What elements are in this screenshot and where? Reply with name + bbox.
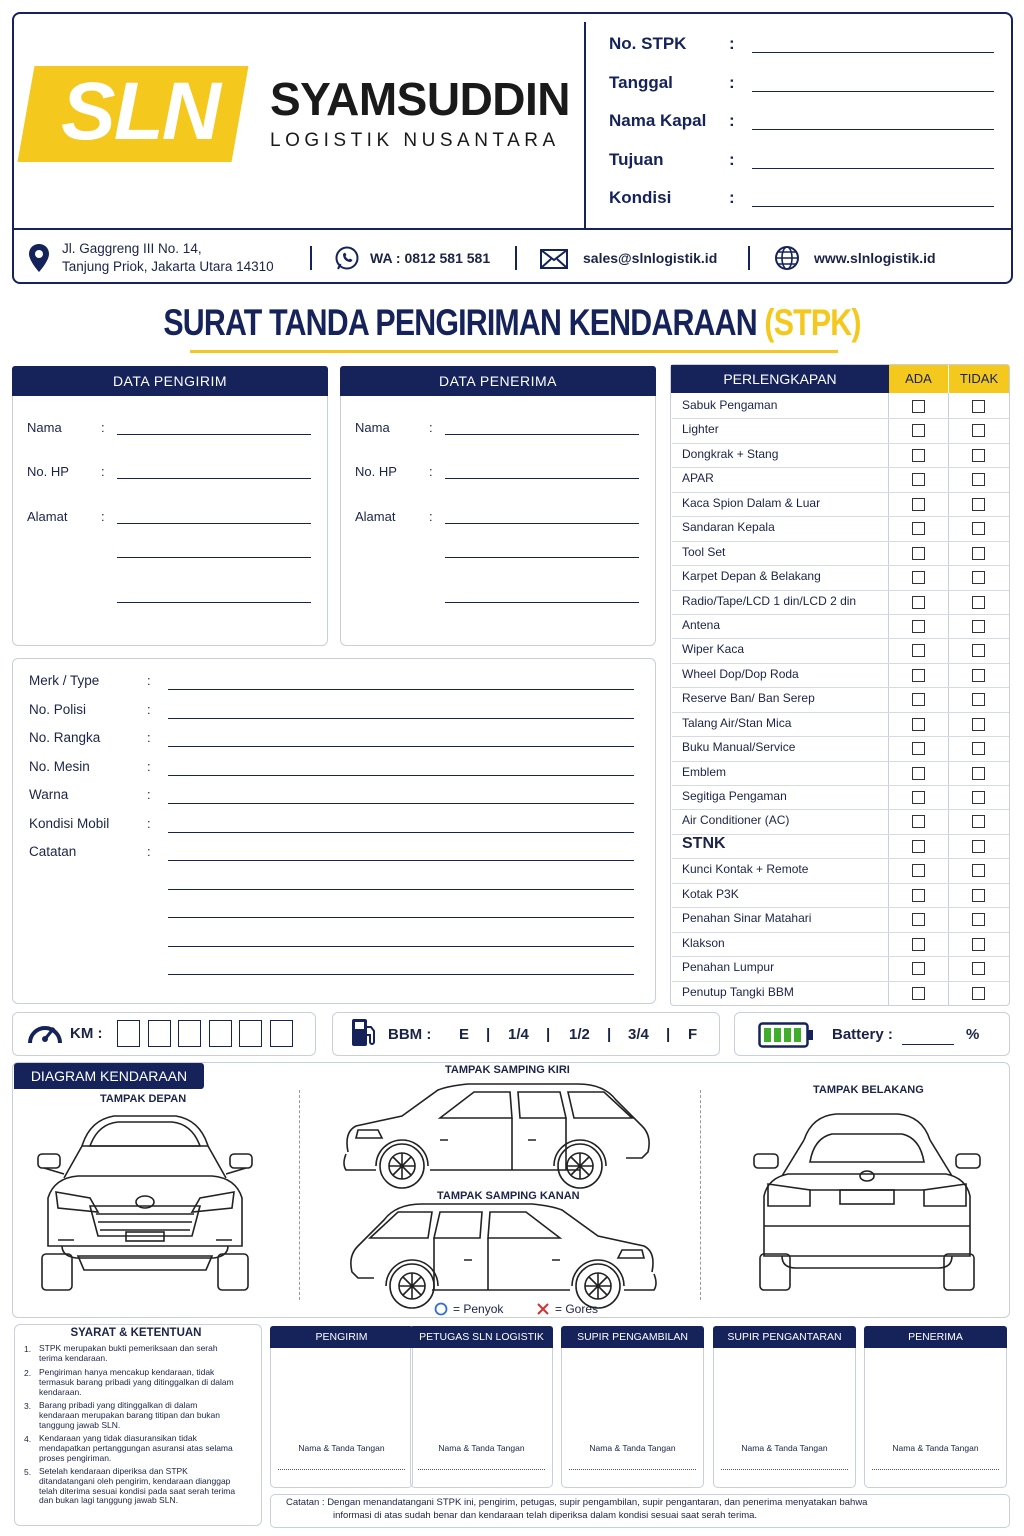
signature-caption: Nama & Tanda Tangan <box>298 1443 385 1453</box>
header-field-colon: : <box>729 111 735 130</box>
bbm-level-option[interactable]: 3/4 <box>628 1026 649 1043</box>
vehicle-field-colon: : <box>147 815 151 831</box>
perlengkapan-row-divider <box>672 467 1009 468</box>
car-front-view[interactable] <box>34 1106 256 1292</box>
left-view-label: TAMPAK SAMPING KIRI <box>445 1064 570 1076</box>
vehicle-field-colon: : <box>147 758 151 774</box>
location-pin-icon <box>28 243 50 273</box>
signature-title: PENGIRIM <box>270 1326 413 1348</box>
ada-checkbox[interactable] <box>912 571 925 584</box>
header-divider <box>584 22 586 228</box>
perlengkapan-row-divider <box>672 883 1009 884</box>
header-field-label: Tujuan <box>609 149 664 169</box>
vehicle-field-input[interactable] <box>168 803 634 804</box>
ada-checkbox[interactable] <box>912 693 925 706</box>
perlengkapan-col-ada: ADA <box>889 365 948 393</box>
signature-box[interactable] <box>713 1326 856 1488</box>
terms-item-number: 1. <box>24 1344 32 1354</box>
penerima-field-colon: : <box>429 509 433 524</box>
perlengkapan-col-divider <box>888 393 889 1005</box>
perlengkapan-row-divider <box>672 614 1009 615</box>
battery-label: Battery : <box>832 1026 893 1043</box>
dent-legend-icon <box>434 1302 448 1316</box>
tidak-checkbox[interactable] <box>972 913 985 926</box>
contact-separator <box>748 246 750 270</box>
vehicle-field-input[interactable] <box>168 832 634 833</box>
mail-icon <box>540 249 568 269</box>
header-field-label: Kondisi <box>609 188 672 207</box>
terms-item-number: 2. <box>24 1368 32 1378</box>
company-logo-text: SLN <box>61 66 219 157</box>
pengirim-field-colon: : <box>101 464 105 479</box>
title-underline <box>190 350 838 353</box>
battery-unit: % <box>966 1026 980 1043</box>
perlengkapan-item-label: Penahan Lumpur <box>682 960 775 975</box>
signature-title: SUPIR PENGANTARAN <box>713 1326 856 1348</box>
tidak-checkbox[interactable] <box>972 596 985 609</box>
signature-line[interactable] <box>872 1469 999 1470</box>
website-url[interactable]: www.slnlogistik.id <box>814 250 936 266</box>
bbm-level-option[interactable]: E <box>459 1026 470 1043</box>
tidak-checkbox[interactable] <box>972 791 985 804</box>
terms-item-text: Setelah kendaraan diperiksa dan STPK ditandatangani oleh pengirim, kendaraan dianggap telah diterima sesuai kondisi pada saat serah terima dan bukan lagi tanggung jawab SLN. <box>39 1466 236 1506</box>
ada-checkbox[interactable] <box>912 522 925 535</box>
header-field-label: Nama Kapal <box>609 111 707 130</box>
ada-checkbox[interactable] <box>912 400 925 413</box>
contact-separator <box>310 246 312 270</box>
signature-caption: Nama & Tanda Tangan <box>438 1443 525 1453</box>
dent-legend-label: = Penyok <box>453 1302 504 1316</box>
catatan-extra-line[interactable] <box>168 974 634 975</box>
perlengkapan-item-label: Radio/Tape/LCD 1 din/LCD 2 din <box>682 593 857 608</box>
diagram-divider <box>299 1090 300 1300</box>
battery-input-line[interactable] <box>902 1044 954 1045</box>
ada-checkbox[interactable] <box>912 547 925 560</box>
front-view-label: TAMPAK DEPAN <box>100 1093 187 1105</box>
company-name: SYAMSUDDIN <box>270 73 571 125</box>
bbm-separator: | <box>666 1026 671 1043</box>
ada-checkbox[interactable] <box>912 962 925 975</box>
terms-item-text: STPK merupakan bukti pemeriksaan dan serah terima kendaraan. <box>39 1343 218 1363</box>
car-right-side-view[interactable] <box>340 1202 660 1310</box>
car-rear-view[interactable] <box>752 1106 982 1292</box>
header-field-input[interactable] <box>752 206 994 207</box>
diagram-header: DIAGRAM KENDARAAN <box>14 1063 204 1089</box>
perlengkapan-item-label: Kaca Spion Dalam & Luar <box>682 495 821 510</box>
perlengkapan-item-label: STNK <box>682 834 726 852</box>
signature-box[interactable] <box>410 1326 553 1488</box>
perlengkapan-row-divider <box>672 443 1009 444</box>
header-field-label: No. STPK <box>609 34 687 53</box>
penerima-address-line[interactable] <box>445 557 639 558</box>
perlengkapan-col-tidak: TIDAK <box>948 365 1009 393</box>
perlengkapan-item-label: APAR <box>682 471 714 486</box>
perlengkapan-row-divider <box>672 712 1009 713</box>
perlengkapan-row-divider <box>672 907 1009 908</box>
header-field-input[interactable] <box>752 129 994 130</box>
pengirim-field-label: No. HP <box>27 464 69 479</box>
penerima-box <box>340 366 656 646</box>
perlengkapan-item-label: Karpet Depan & Belakang <box>682 569 821 584</box>
signature-caption: Nama & Tanda Tangan <box>892 1443 979 1453</box>
penerima-field-colon: : <box>429 420 433 435</box>
km-digit-box[interactable] <box>178 1020 201 1047</box>
perlengkapan-row-divider <box>672 761 1009 762</box>
perlengkapan-row-divider <box>672 565 1009 566</box>
vehicle-field-label: No. Rangka <box>29 730 101 745</box>
ada-checkbox[interactable] <box>912 424 925 437</box>
company-tagline: LOGISTIK NUSANTARA <box>270 130 560 151</box>
signature-caption: Nama & Tanda Tangan <box>589 1443 676 1453</box>
header-field-colon: : <box>729 188 735 207</box>
ada-checkbox[interactable] <box>912 840 925 853</box>
tidak-checkbox[interactable] <box>972 693 985 706</box>
penerima-field-input[interactable] <box>445 478 639 479</box>
pengirim-field-colon: : <box>101 420 105 435</box>
penerima-address-line[interactable] <box>445 602 639 603</box>
ada-checkbox[interactable] <box>912 889 925 902</box>
signature-box[interactable] <box>561 1326 704 1488</box>
pengirim-field-label: Alamat <box>27 509 68 524</box>
pengirim-field-colon: : <box>101 509 105 524</box>
terms-item-number: 3. <box>24 1401 32 1411</box>
terms-item-text: Pengiriman hanya mencakup kendaraan, tidak termasuk barang pribadi yang ditinggalkan di dalam kendaraan. <box>39 1367 234 1397</box>
tidak-checkbox[interactable] <box>972 571 985 584</box>
perlengkapan-item-label: Air Conditioner (AC) <box>682 813 790 828</box>
perlengkapan-row-divider <box>672 785 1009 786</box>
signature-title: PETUGAS SLN LOGISTIK <box>410 1326 553 1348</box>
vehicle-field-label: Merk / Type <box>29 673 100 688</box>
tidak-checkbox[interactable] <box>972 987 985 1000</box>
scratch-legend-icon <box>536 1302 550 1316</box>
signature-title: SUPIR PENGAMBILAN <box>561 1326 704 1348</box>
tidak-checkbox[interactable] <box>972 718 985 731</box>
tidak-checkbox[interactable] <box>972 742 985 755</box>
battery-icon <box>758 1022 814 1048</box>
header-field-input[interactable] <box>752 52 994 53</box>
ada-checkbox[interactable] <box>912 913 925 926</box>
tidak-checkbox[interactable] <box>972 889 985 902</box>
bbm-label: BBM : <box>388 1026 432 1043</box>
ada-checkbox[interactable] <box>912 987 925 1000</box>
vehicle-field-label: No. Mesin <box>29 758 90 774</box>
km-digit-box[interactable] <box>117 1020 140 1047</box>
perlengkapan-row-divider <box>672 638 1009 639</box>
perlengkapan-row-divider <box>672 858 1009 859</box>
perlengkapan-row-divider <box>672 492 1009 493</box>
ada-checkbox[interactable] <box>912 718 925 731</box>
perlengkapan-item-label: Kotak P3K <box>682 886 739 901</box>
vehicle-field-input[interactable] <box>168 746 634 747</box>
km-digit-box[interactable] <box>148 1020 171 1047</box>
vehicle-field-input[interactable] <box>168 860 634 861</box>
ada-checkbox[interactable] <box>912 473 925 486</box>
perlengkapan-row-divider <box>672 541 1009 542</box>
ada-checkbox[interactable] <box>912 864 925 877</box>
km-digit-box[interactable] <box>209 1020 232 1047</box>
header-field-colon: : <box>729 149 735 169</box>
ada-checkbox[interactable] <box>912 669 925 682</box>
vehicle-field-label: Catatan <box>29 844 77 859</box>
perlengkapan-item-label: Wiper Kaca <box>682 642 745 657</box>
perlengkapan-item-label: Wheel Dop/Dop Roda <box>682 666 799 681</box>
address-line-2: Tanjung Priok, Jakarta Utara 14310 <box>62 259 274 274</box>
ada-checkbox[interactable] <box>912 449 925 462</box>
pengirim-address-line[interactable] <box>117 602 311 603</box>
perlengkapan-item-label: Sabuk Pengaman <box>682 398 778 412</box>
perlengkapan-row-divider <box>672 981 1009 982</box>
signature-line[interactable] <box>418 1469 545 1470</box>
ada-checkbox[interactable] <box>912 938 925 951</box>
tidak-checkbox[interactable] <box>972 669 985 682</box>
perlengkapan-item-label: Lighter <box>682 422 719 437</box>
pengirim-box <box>12 366 328 646</box>
perlengkapan-row-divider <box>672 809 1009 810</box>
perlengkapan-item-label: Reserve Ban/ Ban Serep <box>682 691 815 706</box>
tidak-checkbox[interactable] <box>972 864 985 877</box>
pengirim-address-line[interactable] <box>117 557 311 558</box>
note-line-1: Catatan : Dengan menandatangani STPK ini, pengirim, petugas, supir pengambilan, supir pengantaran, dan penerima menyatakan bahwa <box>286 1497 868 1508</box>
tidak-checkbox[interactable] <box>972 473 985 486</box>
terms-item-number: 5. <box>24 1467 32 1477</box>
signature-box[interactable] <box>864 1326 1007 1488</box>
penerima-field-input[interactable] <box>445 523 639 524</box>
vehicle-field-input[interactable] <box>168 718 634 719</box>
penerima-field-label: Alamat <box>355 509 396 524</box>
speedometer-icon <box>26 1017 64 1049</box>
whatsapp-icon <box>334 245 360 271</box>
perlengkapan-item-label: Penutup Tangki BBM <box>682 984 794 999</box>
vehicle-field-colon: : <box>147 730 151 745</box>
header-field-label: Tanggal <box>609 72 673 92</box>
address-line-1: Jl. Gaggreng III No. 14, <box>62 241 202 256</box>
ada-checkbox[interactable] <box>912 767 925 780</box>
ada-checkbox[interactable] <box>912 815 925 828</box>
ada-checkbox[interactable] <box>912 791 925 804</box>
tidak-checkbox[interactable] <box>972 449 985 462</box>
terms-item-number: 4. <box>24 1434 32 1444</box>
ada-checkbox[interactable] <box>912 644 925 657</box>
catatan-extra-line[interactable] <box>168 889 634 890</box>
vehicle-field-input[interactable] <box>168 689 634 690</box>
penerima-field-label: Nama <box>355 420 390 435</box>
vehicle-field-input[interactable] <box>168 775 634 776</box>
vehicle-field-colon: : <box>147 673 151 688</box>
diagram-divider <box>700 1090 701 1300</box>
km-label: KM : <box>70 1025 103 1042</box>
vehicle-field-colon: : <box>147 787 151 802</box>
tidak-checkbox[interactable] <box>972 962 985 975</box>
penerima-field-label: No. HP <box>355 464 397 479</box>
vehicle-field-label: Warna <box>29 787 69 802</box>
vehicle-field-colon: : <box>147 844 151 859</box>
fuel-pump-icon <box>350 1017 378 1049</box>
whatsapp-number[interactable]: WA : 0812 581 581 <box>370 250 491 266</box>
catatan-extra-line[interactable] <box>168 946 634 947</box>
penerima-field-input[interactable] <box>445 434 639 435</box>
penerima-field-colon: : <box>429 464 433 479</box>
tidak-checkbox[interactable] <box>972 644 985 657</box>
penerima-header: DATA PENERIMA <box>340 366 656 396</box>
pengirim-field-label: Nama <box>27 420 62 435</box>
perlengkapan-item-label: Klakson <box>682 935 725 950</box>
km-digit-box[interactable] <box>239 1020 262 1047</box>
perlengkapan-row-divider <box>672 687 1009 688</box>
vehicle-field-label: No. Polisi <box>29 701 87 717</box>
perlengkapan-item-label: Penahan Sinar Matahari <box>682 911 812 926</box>
bbm-level-option[interactable]: 1/2 <box>569 1026 590 1043</box>
tidak-checkbox[interactable] <box>972 620 985 633</box>
tidak-checkbox[interactable] <box>972 840 985 853</box>
pengirim-field-input[interactable] <box>117 523 311 524</box>
perlengkapan-item-label: Sandaran Kepala <box>682 520 775 535</box>
tidak-checkbox[interactable] <box>972 938 985 951</box>
pengirim-field-input[interactable] <box>117 478 311 479</box>
tidak-checkbox[interactable] <box>972 767 985 780</box>
perlengkapan-item-label: Tool Set <box>682 544 726 559</box>
page-title-abbr: (STPK) <box>764 302 861 343</box>
perlengkapan-col-divider <box>948 393 949 1005</box>
ada-checkbox[interactable] <box>912 498 925 511</box>
perlengkapan-item-label: Dongkrak + Stang <box>682 446 779 461</box>
scratch-legend-label: = Gores <box>555 1302 599 1316</box>
page-title-main: SURAT TANDA PENGIRIMAN KENDARAAN <box>163 302 757 343</box>
terms-header: SYARAT & KETENTUAN <box>70 1327 202 1339</box>
header-field-colon: : <box>729 34 735 53</box>
bbm-separator: | <box>607 1026 612 1043</box>
perlengkapan-item-label: Segitiga Pengaman <box>682 789 787 804</box>
bbm-level-option[interactable]: 1/4 <box>508 1026 529 1043</box>
perlengkapan-header: PERLENGKAPAN <box>671 365 889 393</box>
km-digit-box[interactable] <box>270 1020 293 1047</box>
header-field-input[interactable] <box>752 168 994 169</box>
ada-checkbox[interactable] <box>912 596 925 609</box>
tidak-checkbox[interactable] <box>972 498 985 511</box>
signature-box[interactable] <box>270 1326 413 1488</box>
bbm-separator: | <box>546 1026 551 1043</box>
signature-title: PENERIMA <box>864 1326 1007 1348</box>
ada-checkbox[interactable] <box>912 620 925 633</box>
perlengkapan-row-divider <box>672 932 1009 933</box>
bbm-separator: | <box>486 1026 491 1043</box>
perlengkapan-row-divider <box>672 956 1009 957</box>
perlengkapan-item-label: Talang Air/Stan Mica <box>682 715 792 730</box>
terms-item-text: Kendaraan yang tidak diasuransikan tidak mendapatkan pertanggungan asuransi atas selama proses pengiriman. <box>39 1433 233 1463</box>
signature-caption: Nama & Tanda Tangan <box>741 1443 828 1453</box>
perlengkapan-item-label: Kunci Kontak + Remote <box>682 862 809 877</box>
tidak-checkbox[interactable] <box>972 400 985 413</box>
tidak-checkbox[interactable] <box>972 547 985 560</box>
ada-checkbox[interactable] <box>912 742 925 755</box>
perlengkapan-item-label: Buku Manual/Service <box>682 740 796 755</box>
perlengkapan-item-label: Antena <box>682 617 721 632</box>
bbm-level-option[interactable]: F <box>688 1026 698 1043</box>
email-address[interactable]: sales@slnlogistik.id <box>583 250 718 266</box>
pengirim-field-input[interactable] <box>117 434 311 435</box>
rear-view-label: TAMPAK BELAKANG <box>813 1084 924 1096</box>
tidak-checkbox[interactable] <box>972 424 985 437</box>
vehicle-field-colon: : <box>147 701 151 717</box>
pengirim-header: DATA PENGIRIM <box>12 366 328 396</box>
note-line-2: informasi di atas sudah benar dan kendaraan telah diperiksa dalam kondisi sesuai saat serah terima. <box>333 1510 758 1521</box>
globe-icon <box>774 245 800 271</box>
perlengkapan-row-divider <box>672 736 1009 737</box>
header-hline <box>12 228 1013 230</box>
tidak-checkbox[interactable] <box>972 815 985 828</box>
signature-line[interactable] <box>278 1469 405 1470</box>
perlengkapan-row-divider <box>672 418 1009 419</box>
perlengkapan-row-divider <box>672 590 1009 591</box>
perlengkapan-row-divider <box>672 516 1009 517</box>
signature-line[interactable] <box>569 1469 696 1470</box>
perlengkapan-row-divider <box>672 663 1009 664</box>
right-view-label: TAMPAK SAMPING KANAN <box>437 1190 580 1202</box>
terms-item-text: Barang pribadi yang ditinggalkan di dalam kendaraan merupakan barang titipan dan bukan tanggung jawab SLN. <box>39 1400 220 1430</box>
car-left-side-view[interactable] <box>340 1080 652 1190</box>
signature-line[interactable] <box>721 1469 848 1470</box>
tidak-checkbox[interactable] <box>972 522 985 535</box>
header-field-input[interactable] <box>752 91 994 92</box>
perlengkapan-item-label: Emblem <box>682 764 727 779</box>
page-title <box>92 302 932 344</box>
catatan-extra-line[interactable] <box>168 917 634 918</box>
vehicle-field-label: Kondisi Mobil <box>29 815 110 831</box>
header-field-colon: : <box>729 72 735 92</box>
contact-separator <box>515 246 517 270</box>
